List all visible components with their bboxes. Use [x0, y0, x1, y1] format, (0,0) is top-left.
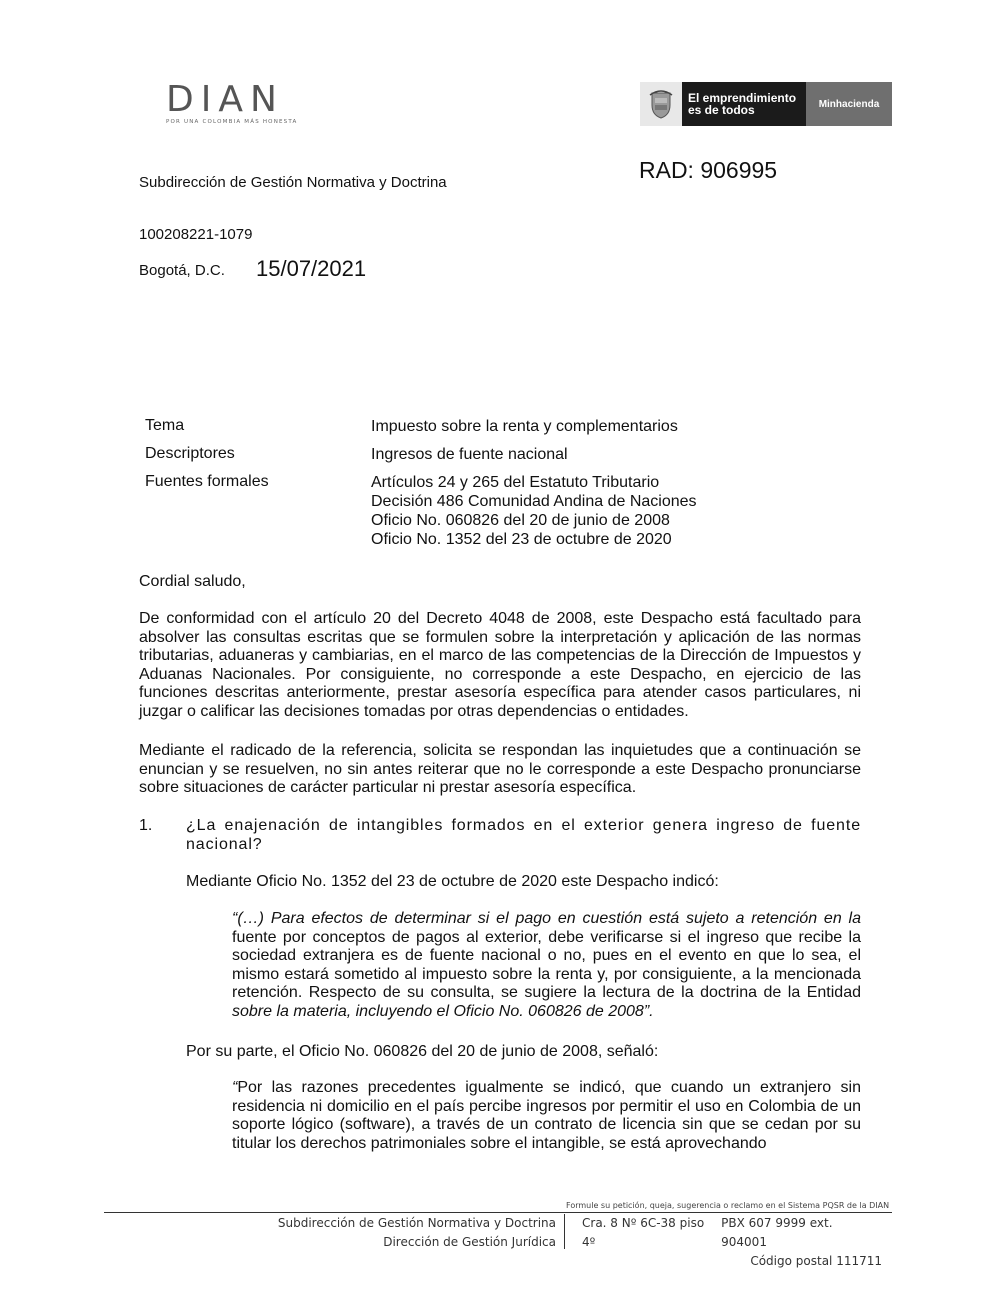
table-value-fuentes-2: Decisión 486 Comunidad Andina de Naciones	[371, 493, 697, 510]
paragraph-competence: De conformidad con el artículo 20 del Decreto 4048 de 2008, este Despacho está facultado para absolver las consultas escritas que se formulen sobre la interpretación y aplicación de las normas tributarias, aduaneras y cambiarias, en el marco de las competencias de la Dirección de Impuestos y Aduanas Nacionales. Por consiguiente, no corresponde a este Despacho, en ejercicio de las funciones descritas anteriormente, prestar asesoría específica para atender casos particulares, ni juzgar o calificar las decisiones tomadas por otras dependencias o entidades.	[139, 610, 861, 720]
quote-1-body: fuente por conceptos de pagos al exterior, debe verificarse si el ingreso que recibe la sociedad extranjera es de fuente nacional o no, pues en el evento en que lo sea, el mismo estará sometido al impuesto sobre la renta y, por consiguiente, a la mencionada retención. Respecto de su consulta, se sugiere la lectura de la doctrina de la Entidad	[232, 928, 861, 1002]
table-value-descriptores: Ingresos de fuente nacional	[371, 446, 568, 463]
footer-office-line1: Subdirección de Gestión Normativa y Doctrina	[277, 1216, 556, 1230]
oficio-060826-intro: Por su parte, el Oficio No. 060826 del 20 de junio de 2008, señaló:	[186, 1043, 659, 1060]
table-label-fuentes: Fuentes formales	[145, 473, 269, 490]
footer-office-block	[278, 1214, 556, 1252]
footer-pqsr-note: Formule su petición, queja, sugerencia o reclamo en el Sistema PQSR de la DIAN	[566, 1201, 890, 1210]
footer-vertical-divider	[564, 1214, 565, 1249]
date: 15/07/2021	[256, 256, 367, 281]
question-text: ¿La enajenación de intangibles formados en el exterior genera ingreso de fuente nacional?	[186, 817, 861, 853]
footer-contact-block	[582, 1214, 882, 1271]
dian-logo-text: DIAN	[166, 79, 284, 120]
question-intro: Mediante Oficio No. 1352 del 23 de octubre de 2020 este Despacho indicó:	[186, 873, 719, 890]
quote-oficio-060826	[232, 1079, 861, 1153]
quote-2-body: Por las razones precedentes igualmente se indicó, que cuando un extranjero sin residencia ni domicilio en el país percibe ingresos por permitir el uso en Colombia de un soporte lógico (software), a través de un contrato de licencia sin que se cedan por su titular los derechos patrimoniales sobre el intangible, se está aprovechando	[232, 1079, 861, 1152]
gov-slogan-line1: El emprendimiento	[688, 91, 797, 105]
paragraph-reference: Mediante el radicado de la referencia, solicita se respondan las inquietudes que a continuación se enuncian y se resuelven, no sin antes reiterar que no le corresponde a este Despacho pronunciarse sobre situaciones de carácter particular ni prestar asesoría específica.	[139, 742, 861, 797]
government-banner	[640, 82, 892, 126]
reference-number: 100208221-1079	[139, 226, 253, 243]
table-value-fuentes-1: Artículos 24 y 265 del Estatuto Tributario	[371, 474, 660, 491]
footer-postal-code: Código postal 111711	[750, 1254, 882, 1268]
table-value-fuentes-4: Oficio No. 1352 del 23 de octubre de 2020	[371, 531, 672, 548]
footer-divider-line	[104, 1212, 892, 1213]
table-value-fuentes-3: Oficio No. 060826 del 20 de junio de 2008	[371, 512, 670, 529]
table-value-tema: Impuesto sobre la renta y complementarios	[371, 418, 678, 435]
quote-oficio-1352	[232, 910, 861, 1022]
footer-address: Cra. 8 Nº 6C-38 piso 4º	[582, 1216, 705, 1249]
table-label-descriptores: Descriptores	[145, 445, 235, 462]
gov-slogan-line2: es de todos	[688, 103, 755, 117]
quote-2-open-mark: “	[232, 1079, 238, 1096]
question-number: 1.	[139, 817, 153, 834]
city: Bogotá, D.C.	[139, 262, 225, 279]
gov-slogan	[682, 82, 806, 126]
rad-number: RAD: 906995	[639, 157, 778, 183]
office-name: Subdirección de Gestión Normativa y Doctrina	[139, 174, 447, 191]
footer-phone: PBX 607 9999 ext. 904001	[721, 1216, 833, 1249]
quote-1-italic-end: sobre la materia, incluyendo el Oficio No. 060826 de 2008”.	[232, 1002, 654, 1020]
table-label-tema: Tema	[145, 417, 185, 434]
dian-logo-tagline: POR UNA COLOMBIA MÁS HONESTA	[166, 119, 298, 125]
gov-ministry: Minhacienda	[806, 82, 892, 126]
greeting: Cordial saludo,	[139, 573, 246, 590]
coat-of-arms-icon	[640, 82, 682, 126]
quote-1-italic-start: “(…) Para efectos de determinar si el pago en cuestión está sujeto a retención en la	[232, 910, 861, 927]
dian-logo	[166, 79, 326, 128]
footer-office-line2: Dirección de Gestión Jurídica	[383, 1235, 556, 1249]
